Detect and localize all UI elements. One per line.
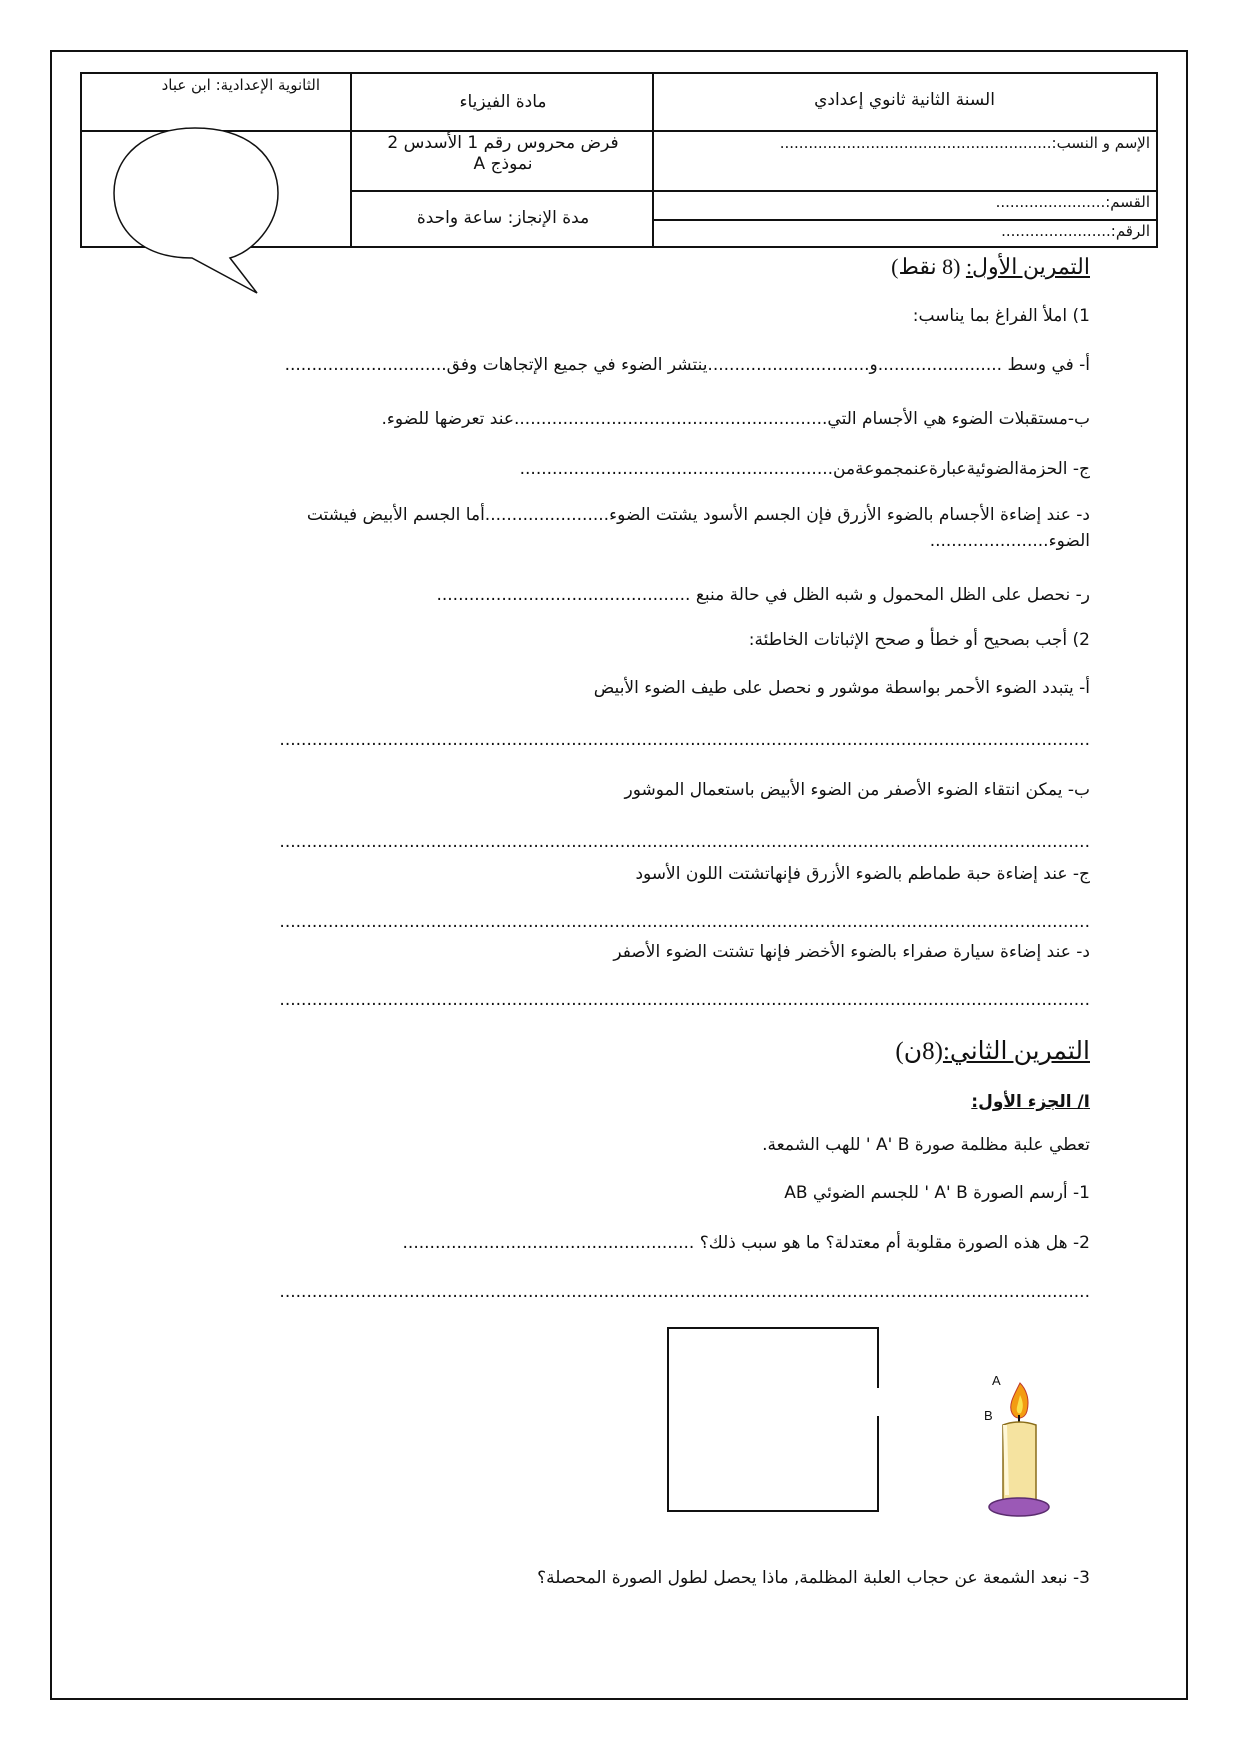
q1b: ب-مستقبلات الضوء هي الأجسام التي..........................................................عند تعرضها للضوء. xyxy=(381,409,1090,429)
grade-bubble xyxy=(100,118,290,298)
exercise1-points: (8 نقط) xyxy=(891,254,966,279)
exam-duration: مدة الإنجاز: ساعة واحدة xyxy=(416,208,590,228)
class-field: القسم:....................... xyxy=(995,193,1150,211)
q2d: د- عند إضاءة سيارة صفراء بالضوء الأخضر فإنها تشتت الضوء الأصفر xyxy=(613,942,1090,962)
q2-instruction: 2) أجب بصحيح أو خطأ و صحح الإثباتات الخاطئة: xyxy=(748,630,1090,650)
school-name: الثانوية الإعدادية: ابن عباد xyxy=(161,76,320,94)
exercise2-title xyxy=(700,1036,1090,1066)
exercise2-heading: التمرين الثاني: xyxy=(942,1038,1090,1065)
q2c: ج- عند إضاءة حبة طماطم بالضوء الأزرق فإنهاتشتت اللون الأسود xyxy=(635,864,1090,884)
q2a: أ- يتبدد الضوء الأحمر بواسطة موشور و نحصل على طيف الضوء الأبيض xyxy=(593,678,1090,698)
answer-line: ...................................................................................................................................................... xyxy=(279,912,1090,932)
candle-illustration xyxy=(980,1355,1090,1530)
exercise1-heading: التمرين الأول: xyxy=(965,254,1090,279)
q2b: ب- يمكن انتقاء الضوء الأصفر من الضوء الأبيض باستعمال الموشور xyxy=(624,780,1090,800)
q1a: أ- في وسط .......................و..............................ينتشر الضوء في جميع الإتجاهات وفق.............................. xyxy=(284,355,1090,375)
student-name-field: الإسم و النسب:......................................................... xyxy=(779,134,1150,152)
ex2-q3: 3- نبعد الشمعة عن حجاب العلبة المظلمة, ماذا يحصل لطول الصورة المحصلة؟ xyxy=(537,1568,1090,1588)
answer-line: ...................................................................................................................................................... xyxy=(279,832,1090,852)
ex2-q1: 1- أرسم الصورة A' B ' للجسم الضوئي AB xyxy=(784,1183,1090,1203)
q1d-line2: الضوء...................... xyxy=(929,531,1090,551)
label-b: B xyxy=(984,1408,993,1423)
ex2-q2: 2- هل هذه الصورة مقلوبة أم معتدلة؟ ما هو سبب ذلك؟ ...................................................... xyxy=(402,1233,1090,1253)
dark-box-diagram xyxy=(660,1320,890,1520)
exam-model: نموذج A xyxy=(473,154,533,174)
q1c: ج- الحزمةالضوئيةعبارةعنمجموعةمن.......................................................... xyxy=(519,459,1090,479)
exam-title: فرض محروس رقم 1 الأسدس 2 xyxy=(387,133,619,153)
exercise2-points: (8ن) xyxy=(895,1038,943,1065)
number-field: الرقم:....................... xyxy=(1001,222,1150,240)
exercise1-title xyxy=(700,254,1090,280)
answer-line: ...................................................................................................................................................... xyxy=(279,990,1090,1010)
part1-heading: I/ الجزء الأول: xyxy=(971,1092,1090,1112)
answer-line: ...................................................................................................................................................... xyxy=(279,1282,1090,1302)
ex2-intro: تعطي علبة مظلمة صورة A' B ' للهب الشمعة. xyxy=(762,1135,1090,1155)
q1r: ر- نحصل على الظل المحمول و شبه الظل في حالة منبع ............................................... xyxy=(436,585,1090,605)
label-a: A xyxy=(992,1373,1001,1388)
q1d-line1: د- عند إضاءة الأجسام بالضوء الأزرق فإن الجسم الأسود يشتت الضوء.......................أما الجسم الأبيض فيشتت xyxy=(306,505,1090,525)
q1-instruction: 1) املأ الفراغ بما يناسب: xyxy=(912,306,1090,326)
subject: مادة الفيزياء xyxy=(459,92,547,112)
grade: السنة الثانية ثانوي إعدادي xyxy=(814,90,995,110)
answer-line: ...................................................................................................................................................... xyxy=(279,730,1090,750)
